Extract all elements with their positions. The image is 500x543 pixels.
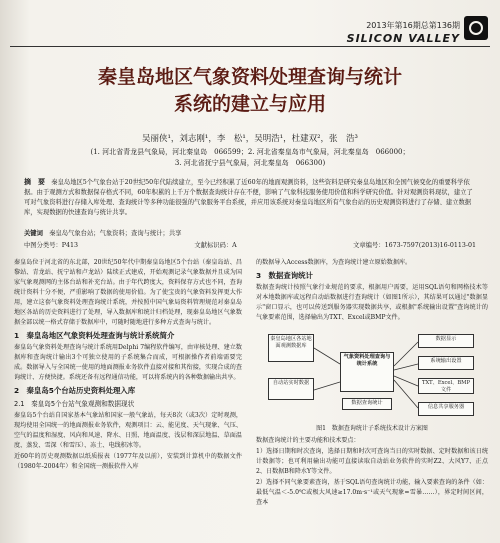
header-rule <box>10 46 490 47</box>
section-2-1-paragraph-2: 近60年的历史观测数据以纸质报表（1977年及以前），安装到计算机中的数据文件（1980年-2004年）和全国统一测报软件入库 <box>14 453 242 470</box>
document-code: 文献标识码：A <box>194 242 237 249</box>
section-3-heading: 3 数据查询统计 <box>256 271 313 280</box>
figure-caption: 图1 数据查询统计子系统技术设计方案图 <box>316 425 428 432</box>
remote-data-box: 自动站实时数据 <box>268 378 314 400</box>
section-2-heading: 2 秦皇岛5个台站历史资料处理入库 <box>14 386 136 395</box>
title-line-1: 秦皇岛地区气象资料处理查询与统计 <box>97 66 402 88</box>
keywords <box>24 228 476 237</box>
paper-title <box>0 64 500 118</box>
left-column <box>14 258 242 473</box>
abstract-text: 秦皇岛地区5个气象台站于20世纪50年代陆续建立，至今已经积累了近60年的地面观测资料，这些资料是研究秦皇岛地区和全国气候变化的重要科学依据。由于观测方式和数据保存格式不同，60年积累的上千万个数据查询统计存在不便，影响了气象科技服务使用价值和科学研究价值。针对观测资料现状，建立了可对气象资料进行存储入库处理、查询统计等多种功能很强的气象服务平台系统，并应用该系统对秦皇岛地区所有气象台站的历史观测资料进行了存储、建立数据库，实现数据的快速查询与统计共享。 <box>24 179 473 216</box>
journal-header <box>347 20 460 45</box>
system-diagram <box>266 326 478 422</box>
system-center-box: 气象资料处理查询与统计系统 <box>340 352 394 392</box>
title-line-2: 系统的建立与应用 <box>173 93 326 115</box>
author-list: 吴丽侠¹，刘志刚¹，李 松¹，吴明浩¹，杜建双²，张 浩³ <box>142 134 358 144</box>
affiliation-line-2: 3. 河北省抚宁县气象局，河北秦皇岛 066300) <box>174 159 326 167</box>
section-3-paragraph: 数据查询统计按照气象行业规范的要求，根据用户需要，运用SQL语句和网格技术等对本地数据库或远程自动站数据进行查询统计（如图1所示），其结果可以通过"数据显示"窗口显示，也可以传送到服务器实现数据共享，或根据"系统输出设置"查询统计的气象要素范围，选择输出为TXT、Excel或BMP文件。 <box>256 284 488 321</box>
keywords-label: 关键词 <box>24 230 43 237</box>
continued-paragraph: 的数据导入Access数据库，为查询统计建立原始数据库。 <box>256 259 412 266</box>
database-box: 秦皇岛地区各站地面观测数据库 <box>268 334 314 362</box>
section-1-paragraph: 秦皇岛气象资料处理查询与统计系统用Delphi 7编程软件编写，由审核处理、建立数据库和查询统计输出3个可独立使用的子系统集合而成，可根据操作者前端需要完成。数据导入与全国统一使用的地面测报业务软件直接对接和其衔接，实现合成的查询统计、方便快捷。系统还备有远程通信功能，可以将系统内的各种数据输出共享。 <box>14 344 242 381</box>
output-display-box: 数据显示 <box>418 334 474 348</box>
feature-1: 1）选择日期和时次查询，选择日期和时次可查询当日的实时数据、定时数据和该日统计数据等；也可利用输出功能可直接读取自动站业务软件的实时Z2、大风Y7、正点2、日数据B和降水Y等文件。 <box>256 448 488 475</box>
affiliations <box>0 147 500 169</box>
journal-logo-icon <box>464 16 488 40</box>
article-number: 文章编号：1673-7597(2013)16-0113-01 <box>353 242 476 249</box>
affiliation-line-1: (1. 河北省青龙县气象局，河北秦皇岛 066599；2. 河北省秦皇岛市气象局，河北秦皇岛 066000； <box>90 148 410 156</box>
intro-paragraph: 秦皇岛位于河北省的东北部，20世纪50年代中期秦皇岛地区5个台站（秦皇岛站、昌黎站、青龙站、抚宁站和卢龙站）陆续正式建成，开始观测记录气象数据并且成为国家气象观测网的主体台站和补充台站。由于年代跨度大，资料保存方式也不同，查询统计资料十分不便，严重影响了数据的使用价值。为了使宝贵的气象资料发挥更大作用，建立这套气象资料处理查询统计系统，并按照中国气象局资料管理规范对秦皇岛地区各站的历史资料进行了处理，导入数据库和统计归档处理，现秦皇岛地区气象数据全部以统一格式存储于数据库中，可随时随地进行多种方式查询与统计。 <box>14 259 242 326</box>
abstract <box>24 177 476 218</box>
section-1-heading: 1 秦皇岛地区气象资料处理查询与统计系统简介 <box>14 331 175 340</box>
abstract-label: 摘 要 <box>24 178 45 186</box>
query-box: 数据查询统计 <box>342 398 392 410</box>
right-column <box>256 258 488 509</box>
magazine-name: SILICON VALLEY <box>346 32 460 45</box>
clc-number: 中图分类号：P413 <box>24 242 79 249</box>
output-files-box: TXT、Excel、BMP文件 <box>418 378 474 394</box>
section-2-1-heading: 2.1 秦皇岛5个台站气象观测和数据现状 <box>14 400 135 408</box>
keywords-text: 秦皇岛气象台站；气象资料；查询与统计；共享 <box>49 230 182 237</box>
output-settings-box: 系统输出设置 <box>418 356 474 370</box>
article-meta <box>24 240 476 249</box>
features-intro: 数据查询统计的主要功能和技术要点： <box>256 437 360 444</box>
feature-2: 2）选择不同气象要素查询，基于SQL语句查询统计功能，输入要素查询的条件（如：最低气温＜-5.0℃或极大风速≥17.0m·s⁻¹或天气现象=雪暴……），界定时间区间，查本 <box>256 479 488 506</box>
issue-number: 2013年第16期总第136期 <box>366 21 460 30</box>
section-2-1-paragraph: 秦皇岛5个台站自国家基本气象站和国家一般气象站，每天8次（或3次）定时观测，现均使用全国统一的地面测报业务软件，观测项目：云、能见度、天气现象、气压、空气的温度和湿度、风向和风速、降水、日照、地面温度、浅层和深层地温、草面温度、蒸发、雪深（和雪压）、冻土、电线积冰等。 <box>14 412 242 449</box>
output-server-box: 信息共享服务器 <box>418 402 474 416</box>
